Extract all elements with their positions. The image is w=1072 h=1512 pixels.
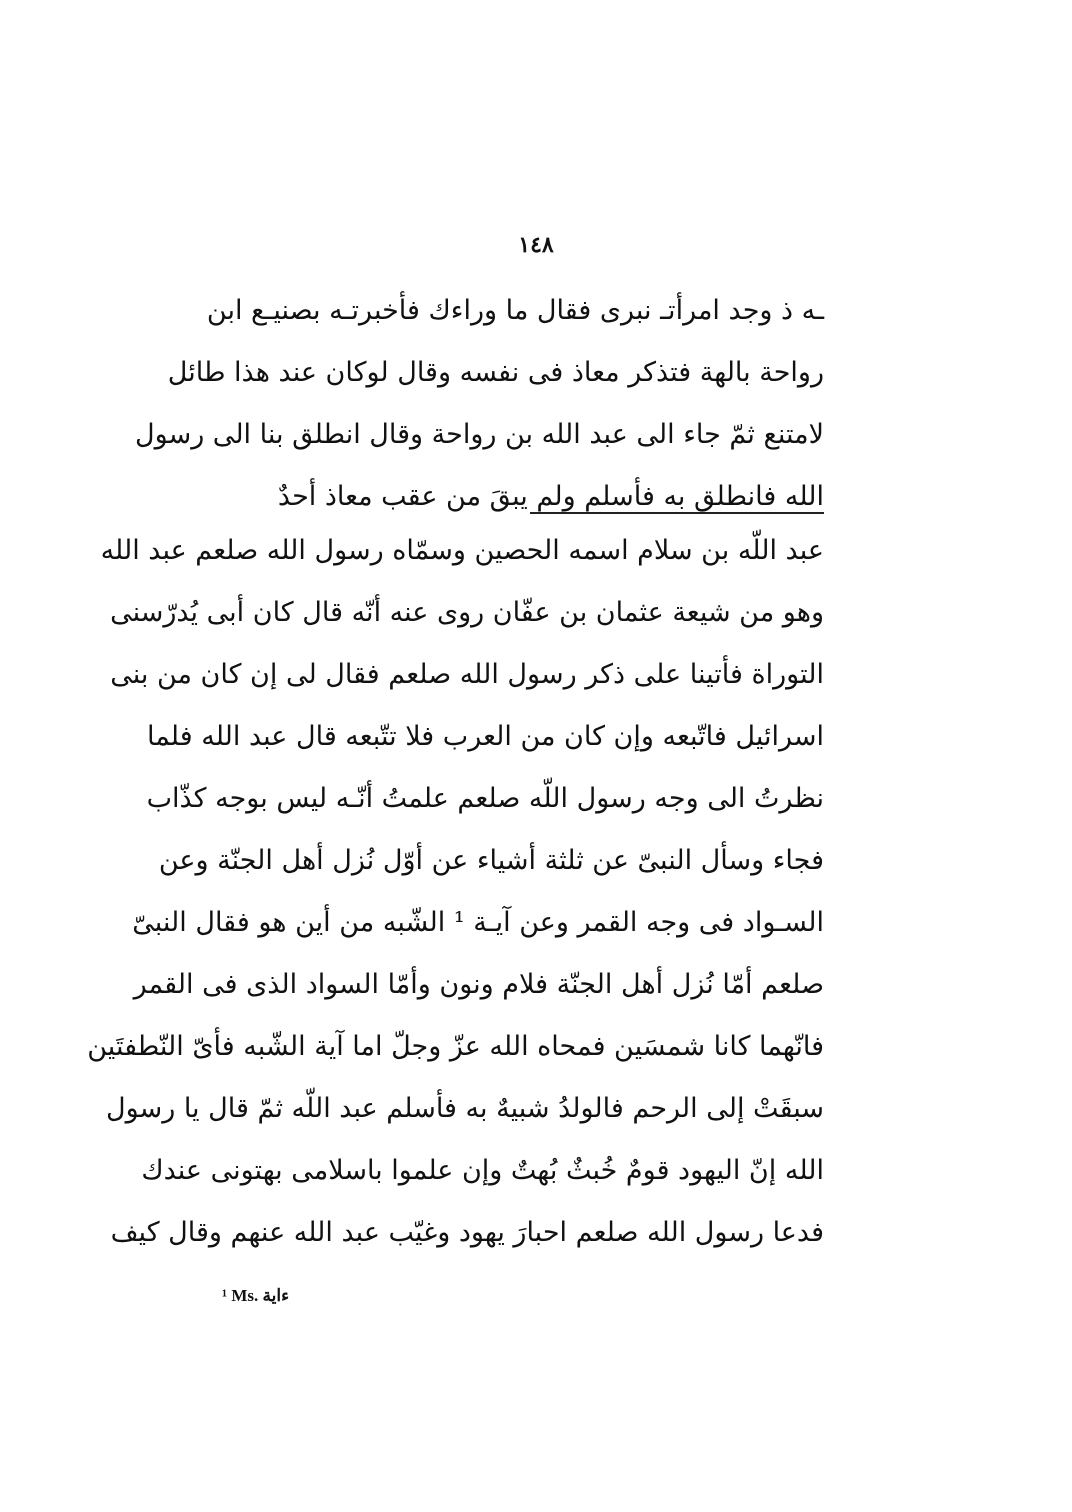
text-line: فانّهما كانا شمسَين فمحاه الله عزّ وجلّ اما آية الشّبه فأىّ النّطفتَين — [87, 1031, 824, 1062]
text-line: رواحة بالهة فتذكر معاذ فى نفسه وقال لوكان عند هذا طائل — [167, 357, 824, 388]
text-line: الله إنّ اليهود قومٌ خُبثٌ بُهتٌ وإن علموا باسلامى بهتونى عندك — [141, 1155, 824, 1186]
footnote-marker: ¹ — [222, 1286, 228, 1305]
section-divider — [530, 512, 824, 514]
footnote — [222, 1286, 289, 1306]
text-line: سبقَتْ إلى الرحم فالولدُ شبيهٌ به فأسلم عبد اللّه ثمّ قال يا رسول — [106, 1093, 824, 1124]
text-line: اسرائيل فاتّبعه وإن كان من العرب فلا تتّبعه قال عبد الله فلما — [146, 721, 824, 752]
text-line: الله فانطلق به فأسلم ولم يبقَ من عقب معاذ أحدٌ — [277, 481, 824, 512]
text-line: وهو من شيعة عثمان بن عفّان روى عنه أنّه قال كان أبى يُدرّسنى — [110, 597, 824, 628]
text-line: التوراة فأتينا على ذكر رسول الله صلعم فقال لى إن كان من بنى — [110, 659, 824, 690]
text-line: فدعا رسول الله صلعم احبارَ يهود وغيّب عبد الله عنهم وقال كيف — [110, 1217, 824, 1248]
footnote-variant: ءاية — [262, 1286, 290, 1305]
footnote-ms-label: Ms. — [231, 1286, 259, 1305]
text-line: صلعم أمّا نُزل أهل الجنّة فلام ونون وأمّا السواد الذى فى القمر — [133, 969, 824, 1000]
text-line: السـواد فى وجه القمر وعن آيـة ¹ الشّبه من أين هو فقال النبىّ — [132, 907, 824, 938]
text-line: فجاء وسأل النبىّ عن ثلثة أشياء عن أوّل نُزل أهل الجنّة وعن — [158, 845, 824, 876]
text-line: نظرتُ الى وجه رسول اللّه صلعم علمتُ أنّـه ليس بوجه كذّاب — [146, 783, 824, 814]
text-line: عبد اللّه بن سلام اسمه الحصين وسمّاه رسول الله صلعم عبد الله — [100, 535, 824, 566]
passage-one — [135, 280, 824, 528]
passage-two — [87, 520, 824, 1264]
text-line: لامتنع ثمّ جاء الى عبد الله بن رواحة وقال انطلق بنا الى رسول — [135, 419, 824, 450]
page-number: ١٤٨ — [518, 232, 554, 258]
text-line: ـه ذ وجد امرأتـ نبرى فقال ما وراءك فأخبرتـه بصنيـع ابن — [206, 295, 824, 326]
